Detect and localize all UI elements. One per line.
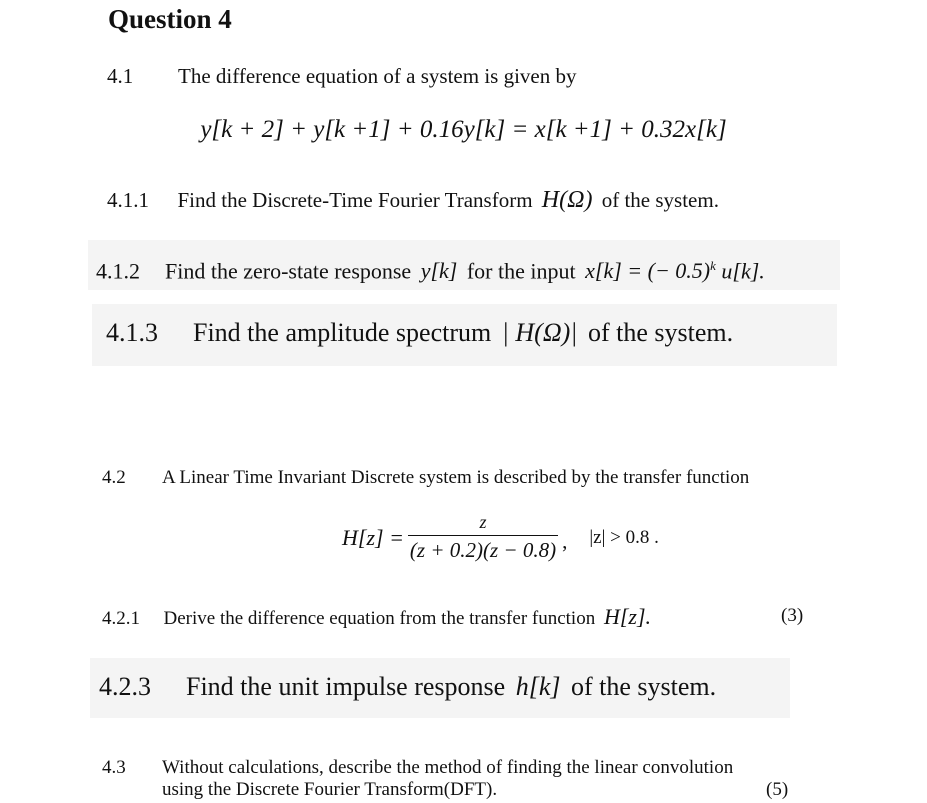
q411-math: H(Ω) bbox=[541, 187, 593, 213]
q423-number: 4.2.3 bbox=[99, 672, 151, 701]
q412-line bbox=[96, 254, 765, 284]
q41-number: 4.1 bbox=[107, 64, 134, 88]
tf-separator: , bbox=[562, 529, 568, 553]
q413-text: Find the amplitude spectrum bbox=[193, 318, 492, 347]
q411-line bbox=[107, 187, 719, 214]
q413-tail: of the system. bbox=[587, 318, 734, 347]
q421-line bbox=[102, 604, 651, 630]
q423-line bbox=[99, 672, 716, 702]
q41-text: The difference equation of a system is given by bbox=[178, 64, 577, 88]
q42-text: A Linear Time Invariant Discrete system is described by the transfer function bbox=[162, 467, 750, 488]
q412-math-u: u[k]. bbox=[721, 258, 765, 284]
q41-difference-equation bbox=[0, 116, 927, 144]
tf-numerator: z bbox=[479, 512, 487, 532]
q412-exponent: k bbox=[710, 258, 716, 273]
q43-line2: using the Discrete Fourier Transform(DFT). bbox=[162, 779, 498, 800]
q421-text: Derive the difference equation from the transfer function bbox=[163, 608, 596, 629]
q421-number: 4.2.1 bbox=[102, 608, 140, 629]
q41-equation-text: y[k + 2] + y[k +1] + 0.16y[k] = x[k +1] + 0.32x[k] bbox=[200, 116, 727, 143]
q413-math: | H(Ω)| bbox=[501, 318, 578, 347]
q423-text: Find the unit impulse response bbox=[186, 672, 506, 701]
q413-line bbox=[106, 318, 733, 348]
tf-fraction bbox=[408, 512, 558, 563]
q412-mid: for the input bbox=[466, 258, 576, 284]
q43-line1: Without calculations, describe the method of finding the linear convolution bbox=[162, 757, 734, 778]
q42-transfer-function bbox=[342, 512, 659, 563]
q411-number: 4.1.1 bbox=[107, 188, 149, 212]
tf-lhs: H[z] = bbox=[342, 524, 404, 550]
tf-denominator: (z + 0.2)(z − 0.8) bbox=[408, 535, 558, 563]
q411-tail: of the system. bbox=[601, 188, 719, 212]
q421-marks: (3) bbox=[781, 605, 804, 626]
q43-marks: (5) bbox=[766, 779, 789, 800]
q42-number: 4.2 bbox=[102, 467, 126, 488]
q43-number: 4.3 bbox=[102, 757, 126, 778]
q421-math: H[z]. bbox=[603, 604, 652, 629]
q412-math-y: y[k] bbox=[420, 258, 458, 284]
tf-roc: |z| > 0.8 . bbox=[589, 526, 659, 548]
q411-text: Find the Discrete-Time Fourier Transform bbox=[177, 188, 533, 212]
q412-text: Find the zero-state response bbox=[165, 258, 412, 284]
question-title: Question 4 bbox=[108, 4, 232, 34]
q412-number: 4.1.2 bbox=[96, 258, 140, 284]
q413-number: 4.1.3 bbox=[106, 318, 158, 347]
q423-tail: of the system. bbox=[570, 672, 717, 701]
q412-math-x: x[k] = (− 0.5) bbox=[585, 258, 711, 284]
q423-math: h[k] bbox=[515, 672, 561, 701]
